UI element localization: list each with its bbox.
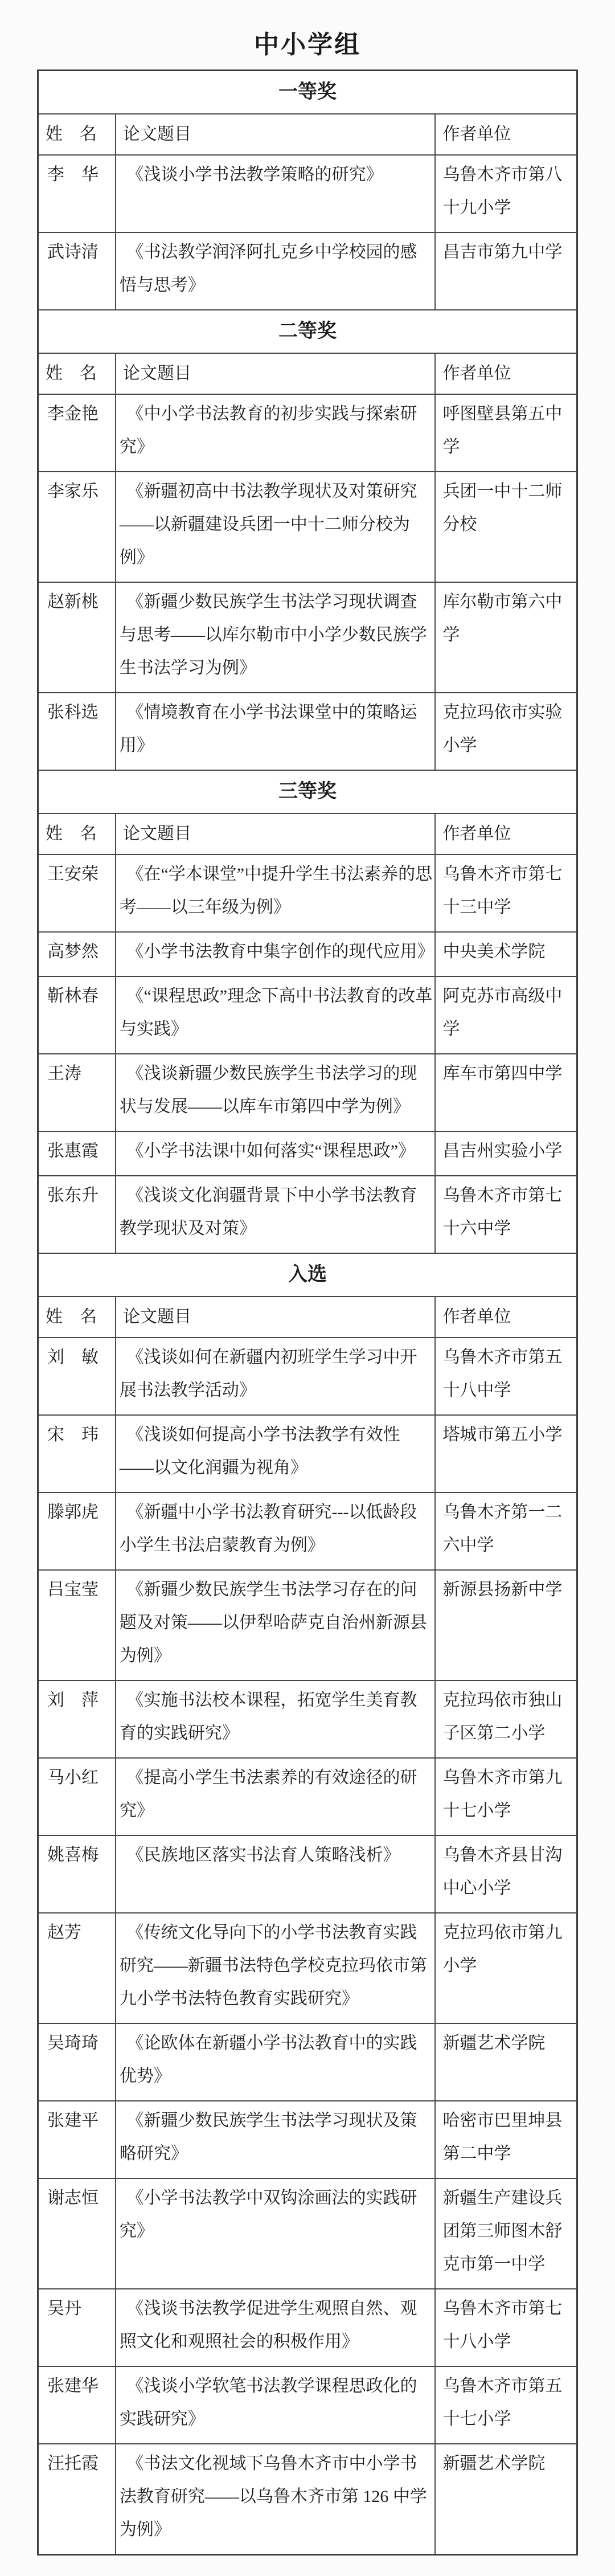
author-unit: 库尔勒市第六中学 xyxy=(435,582,577,693)
column-header-row xyxy=(38,353,577,394)
section-banner-first-prize xyxy=(38,71,577,115)
section-banner-label: 一等奖 xyxy=(38,71,577,115)
column-header-row xyxy=(38,114,577,155)
paper-title: 《新疆少数民族学生书法学习现状及策略研究》 xyxy=(116,2101,436,2178)
paper-title: 《小学书法课中如何落实“课程思政”》 xyxy=(116,1131,436,1176)
table-row xyxy=(38,2289,577,2366)
paper-title: 《“课程思政”理念下高中书法教育的改革与实践》 xyxy=(116,976,436,1054)
paper-title: 《民族地区落实书法育人策略浅析》 xyxy=(116,1835,436,1913)
table-row xyxy=(38,693,577,770)
author-name: 姚喜梅 xyxy=(38,1835,116,1913)
author-unit: 乌鲁木齐市第五十八中学 xyxy=(435,1338,577,1415)
table-row xyxy=(38,1338,577,1415)
author-name: 吴丹 xyxy=(38,2289,116,2366)
author-name: 张东升 xyxy=(38,1176,116,1253)
author-unit: 昌吉州实验小学 xyxy=(435,1131,577,1176)
author-unit: 兵团一中十二师分校 xyxy=(435,472,577,582)
awards-table xyxy=(37,69,578,2555)
table-row xyxy=(38,1176,577,1253)
author-name: 李 华 xyxy=(38,155,116,232)
paper-title: 《实施书法校本课程，拓宽学生美育教育的实践研究》 xyxy=(116,1680,436,1758)
paper-title: 《新疆中小学书法教育研究---以低龄段小学生书法启蒙教育为例》 xyxy=(116,1493,436,1570)
author-unit: 乌鲁木齐县甘沟中心小学 xyxy=(435,1835,577,1913)
author-name: 宋 玮 xyxy=(38,1415,116,1493)
table-row xyxy=(38,1493,577,1570)
author-unit: 乌鲁木齐市第七十八小学 xyxy=(435,2289,577,2366)
col-header-title: 论文题目 xyxy=(116,813,436,854)
paper-title: 《浅谈如何在新疆内初班学生学习中开展书法教学活动》 xyxy=(116,1338,436,1415)
author-name: 赵芳 xyxy=(38,1913,116,2023)
col-header-title: 论文题目 xyxy=(116,353,436,394)
table-row xyxy=(38,2101,577,2178)
paper-title: 《小学书法教学中双钩涂画法的实践研究》 xyxy=(116,2178,436,2289)
author-name: 武诗清 xyxy=(38,232,116,310)
table-row xyxy=(38,582,577,693)
author-unit: 昌吉市第九中学 xyxy=(435,232,577,310)
col-header-title: 论文题目 xyxy=(116,114,436,155)
col-header-unit: 作者单位 xyxy=(435,813,577,854)
author-name: 刘 敏 xyxy=(38,1338,116,1415)
author-unit: 新源县扬新中学 xyxy=(435,1570,577,1680)
section-banner-label: 三等奖 xyxy=(38,770,577,813)
paper-title: 《浅谈书法教学促进学生观照自然、观照文化和观照社会的积极作用》 xyxy=(116,2289,436,2366)
col-header-name: 姓 名 xyxy=(38,353,116,394)
col-header-name: 姓 名 xyxy=(38,813,116,854)
author-unit: 克拉玛依市独山子区第二小学 xyxy=(435,1680,577,1758)
author-name: 王安荣 xyxy=(38,854,116,932)
author-name: 张建华 xyxy=(38,2366,116,2444)
paper-title: 《小学书法教育中集字创作的现代应用》 xyxy=(116,932,436,976)
author-unit: 中央美术学院 xyxy=(435,932,577,976)
author-name: 吕宝莹 xyxy=(38,1570,116,1680)
author-name: 张科选 xyxy=(38,693,116,770)
author-name: 赵新桃 xyxy=(38,582,116,693)
table-row xyxy=(38,1415,577,1493)
author-name: 滕郭虎 xyxy=(38,1493,116,1570)
author-name: 靳林春 xyxy=(38,976,116,1054)
table-row xyxy=(38,854,577,932)
paper-title: 《浅谈如何提高小学书法教学有效性——以文化润疆为视角》 xyxy=(116,1415,436,1493)
col-header-unit: 作者单位 xyxy=(435,114,577,155)
table-row xyxy=(38,2444,577,2555)
author-name: 王涛 xyxy=(38,1054,116,1131)
table-row xyxy=(38,1913,577,2023)
author-name: 汪托霞 xyxy=(38,2444,116,2555)
table-row xyxy=(38,932,577,976)
paper-title: 《浅谈文化润疆背景下中小学书法教育教学现状及对策》 xyxy=(116,1176,436,1253)
col-header-title: 论文题目 xyxy=(116,1297,436,1338)
section-banner-third-prize xyxy=(38,770,577,813)
table-row xyxy=(38,1131,577,1176)
author-name: 刘 萍 xyxy=(38,1680,116,1758)
author-unit: 乌鲁木齐市第五十七小学 xyxy=(435,2366,577,2444)
author-unit: 哈密市巴里坤县第二中学 xyxy=(435,2101,577,2178)
paper-title: 《书法教学润泽阿扎克乡中学校园的感悟与思考》 xyxy=(116,232,436,310)
col-header-unit: 作者单位 xyxy=(435,353,577,394)
paper-title: 《浅谈小学书法教学策略的研究》 xyxy=(116,155,436,232)
paper-title: 《浅谈新疆少数民族学生书法学习的现状与发展——以库车市第四中学为例》 xyxy=(116,1054,436,1131)
author-unit: 乌鲁木齐市第九十七小学 xyxy=(435,1758,577,1835)
section-banner-label: 入选 xyxy=(38,1253,577,1297)
table-row xyxy=(38,2366,577,2444)
paper-title: 《新疆少数民族学生书法学习存在的问题及对策——以伊犁哈萨克自治州新源县为例》 xyxy=(116,1570,436,1680)
author-unit: 乌鲁木齐市第七十三中学 xyxy=(435,854,577,932)
table-row xyxy=(38,2178,577,2289)
paper-title: 《书法文化视域下乌鲁木齐市中小学书法教育研究——以乌鲁木齐市第 126 中学为例》 xyxy=(116,2444,436,2555)
author-unit: 新疆艺术学院 xyxy=(435,2444,577,2555)
author-unit: 乌鲁木齐市第七十六中学 xyxy=(435,1176,577,1253)
section-banner-selected xyxy=(38,1253,577,1297)
paper-title: 《在“学本课堂”中提升学生书法素养的思考——以三年级为例》 xyxy=(116,854,436,932)
col-header-unit: 作者单位 xyxy=(435,1297,577,1338)
author-unit: 塔城市第五小学 xyxy=(435,1415,577,1493)
column-header-row xyxy=(38,813,577,854)
author-name: 吴琦琦 xyxy=(38,2023,116,2101)
column-header-row xyxy=(38,1297,577,1338)
author-unit: 克拉玛依市实验小学 xyxy=(435,693,577,770)
table-row xyxy=(38,1680,577,1758)
author-name: 李金艳 xyxy=(38,394,116,472)
paper-title: 《新疆少数民族学生书法学习现状调查与思考——以库尔勒市中小学少数民族学生书法学习为例》 xyxy=(116,582,436,693)
table-row xyxy=(38,1570,577,1680)
paper-title: 《中小学书法教育的初步实践与探索研究》 xyxy=(116,394,436,472)
col-header-name: 姓 名 xyxy=(38,114,116,155)
table-row xyxy=(38,1758,577,1835)
table-row xyxy=(38,2023,577,2101)
author-unit: 呼图壁县第五中学 xyxy=(435,394,577,472)
author-unit: 阿克苏市高级中学 xyxy=(435,976,577,1054)
author-unit: 克拉玛依市第九小学 xyxy=(435,1913,577,2023)
table-row xyxy=(38,155,577,232)
section-banner-second-prize xyxy=(38,310,577,353)
author-name: 李家乐 xyxy=(38,472,116,582)
section-banner-label: 二等奖 xyxy=(38,310,577,353)
page-title: 中小学组 xyxy=(254,31,361,59)
author-name: 张建平 xyxy=(38,2101,116,2178)
table-row xyxy=(38,232,577,310)
author-name: 高梦然 xyxy=(38,932,116,976)
table-row xyxy=(38,1054,577,1131)
author-name: 谢志恒 xyxy=(38,2178,116,2289)
author-unit: 新疆生产建设兵团第三师图木舒克市第一中学 xyxy=(435,2178,577,2289)
table-row xyxy=(38,472,577,582)
table-row xyxy=(38,976,577,1054)
table-row xyxy=(38,394,577,472)
paper-title: 《传统文化导向下的小学书法教育实践研究——新疆书法特色学校克拉玛依市第九小学书法特色教育实践研究》 xyxy=(116,1913,436,2023)
paper-title: 《浅谈小学软笔书法教学课程思政化的实践研究》 xyxy=(116,2366,436,2444)
author-unit: 乌鲁木齐第一二六中学 xyxy=(435,1493,577,1570)
author-name: 马小红 xyxy=(38,1758,116,1835)
paper-title: 《论欧体在新疆小学书法教育中的实践优势》 xyxy=(116,2023,436,2101)
paper-title: 《提高小学生书法素养的有效途径的研究》 xyxy=(116,1758,436,1835)
paper-title: 《情境教育在小学书法课堂中的策略运用》 xyxy=(116,693,436,770)
author-name: 张惠霞 xyxy=(38,1131,116,1176)
author-unit: 乌鲁木齐市第八十九小学 xyxy=(435,155,577,232)
table-row xyxy=(38,1835,577,1913)
paper-title: 《新疆初高中书法教学现状及对策研究——以新疆建设兵团一中十二师分校为例》 xyxy=(116,472,436,582)
author-unit: 库车市第四中学 xyxy=(435,1054,577,1131)
author-unit: 新疆艺术学院 xyxy=(435,2023,577,2101)
col-header-name: 姓 名 xyxy=(38,1297,116,1338)
